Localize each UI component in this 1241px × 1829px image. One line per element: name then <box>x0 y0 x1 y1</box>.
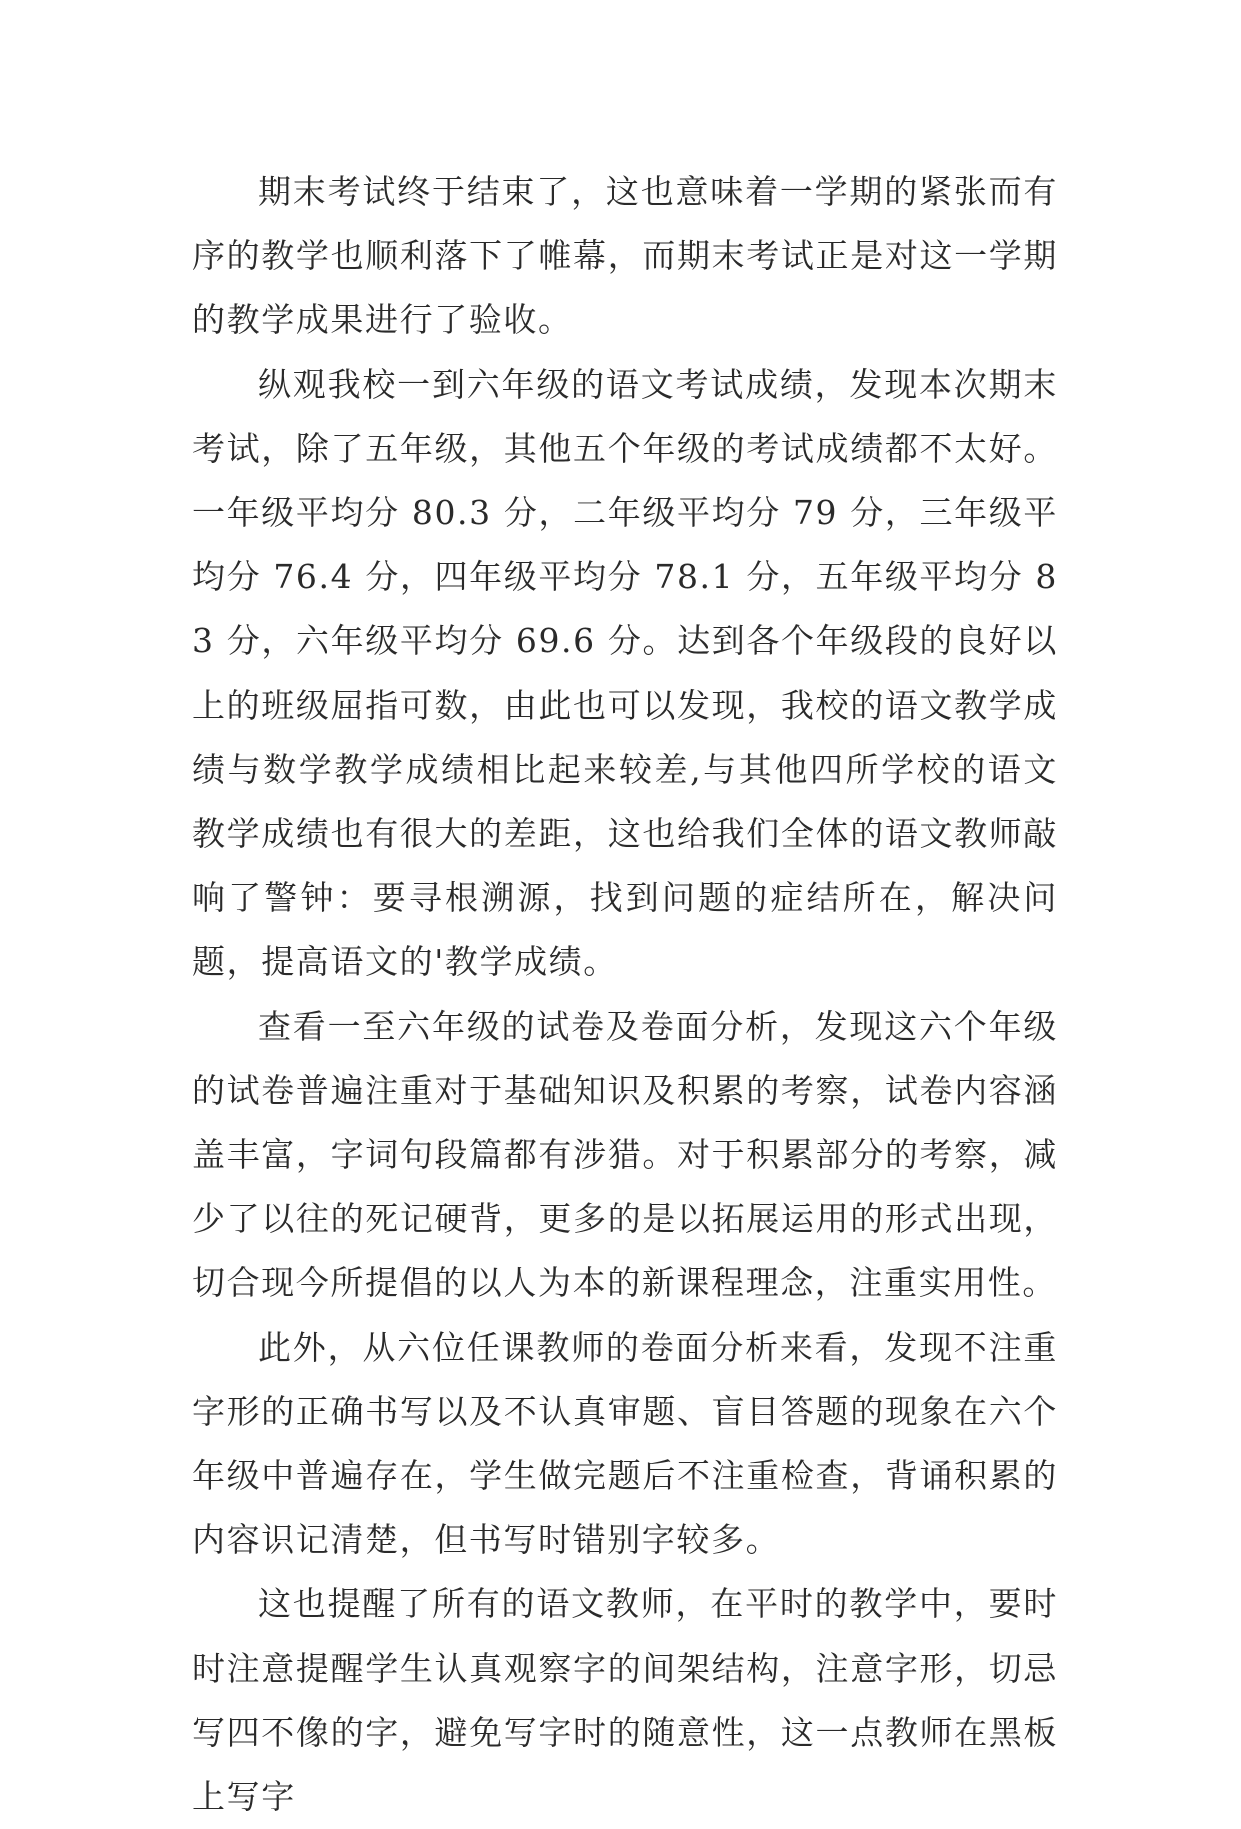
paragraph-teaching-reminder: 这也提醒了所有的语文教师，在平时的教学中，要时时注意提醒学生认真观察字的间架结构，注意字形，切忌写四不像的字，避免写字时的随意性，这一点教师在黑板上写字 <box>192 1584 1058 1817</box>
paragraph-grade-scores: 纵观我校一到六年级的语文考试成绩，发现本次期末考试，除了五年级，其他五个年级的考试成绩都不太好。一年级平均分 80.3 分，二年级平均分 79 分，三年级平均分 76.4 分，四年级平均分 78.1 分，五年级平均分 83 分，六年级平均分 69.6 分。达到各个年级段的良好以上的班级屈指可数，由此也可以发现，我校的语文教学成绩与数学教学成绩相比起来较差,与其他四所学校的语文教学成绩也有很大的差距，这也给我们全体的语文教师敲响了警钟：要寻根溯源，找到问题的症结所在，解决问题，提高语文的'教学成绩。 <box>192 364 1058 982</box>
paragraph-paper-analysis: 查看一至六年级的试卷及卷面分析，发现这六个年级的试卷普遍注重对于基础知识及积累的考察，试卷内容涵盖丰富，字词句段篇都有涉猎。对于积累部分的考察，减少了以往的死记硬背，更多的是以拓展运用的形式出现，切合现今所提倡的以人为本的新课程理念，注重实用性。 <box>192 1006 1058 1303</box>
paragraph-teacher-analysis: 此外，从六位任课教师的卷面分析来看，发现不注重字形的正确书写以及不认真审题、盲目答题的现象在六个年级中普遍存在，学生做完题后不注重检查，背诵积累的内容识记清楚，但书写时错别字较多。 <box>192 1327 1058 1560</box>
document-body <box>192 160 1058 1829</box>
paragraph-exam-end: 期末考试终于结束了，这也意味着一学期的紧张而有序的教学也顺利落下了帷幕，而期末考试正是对这一学期的教学成果进行了验收。 <box>192 172 1058 340</box>
